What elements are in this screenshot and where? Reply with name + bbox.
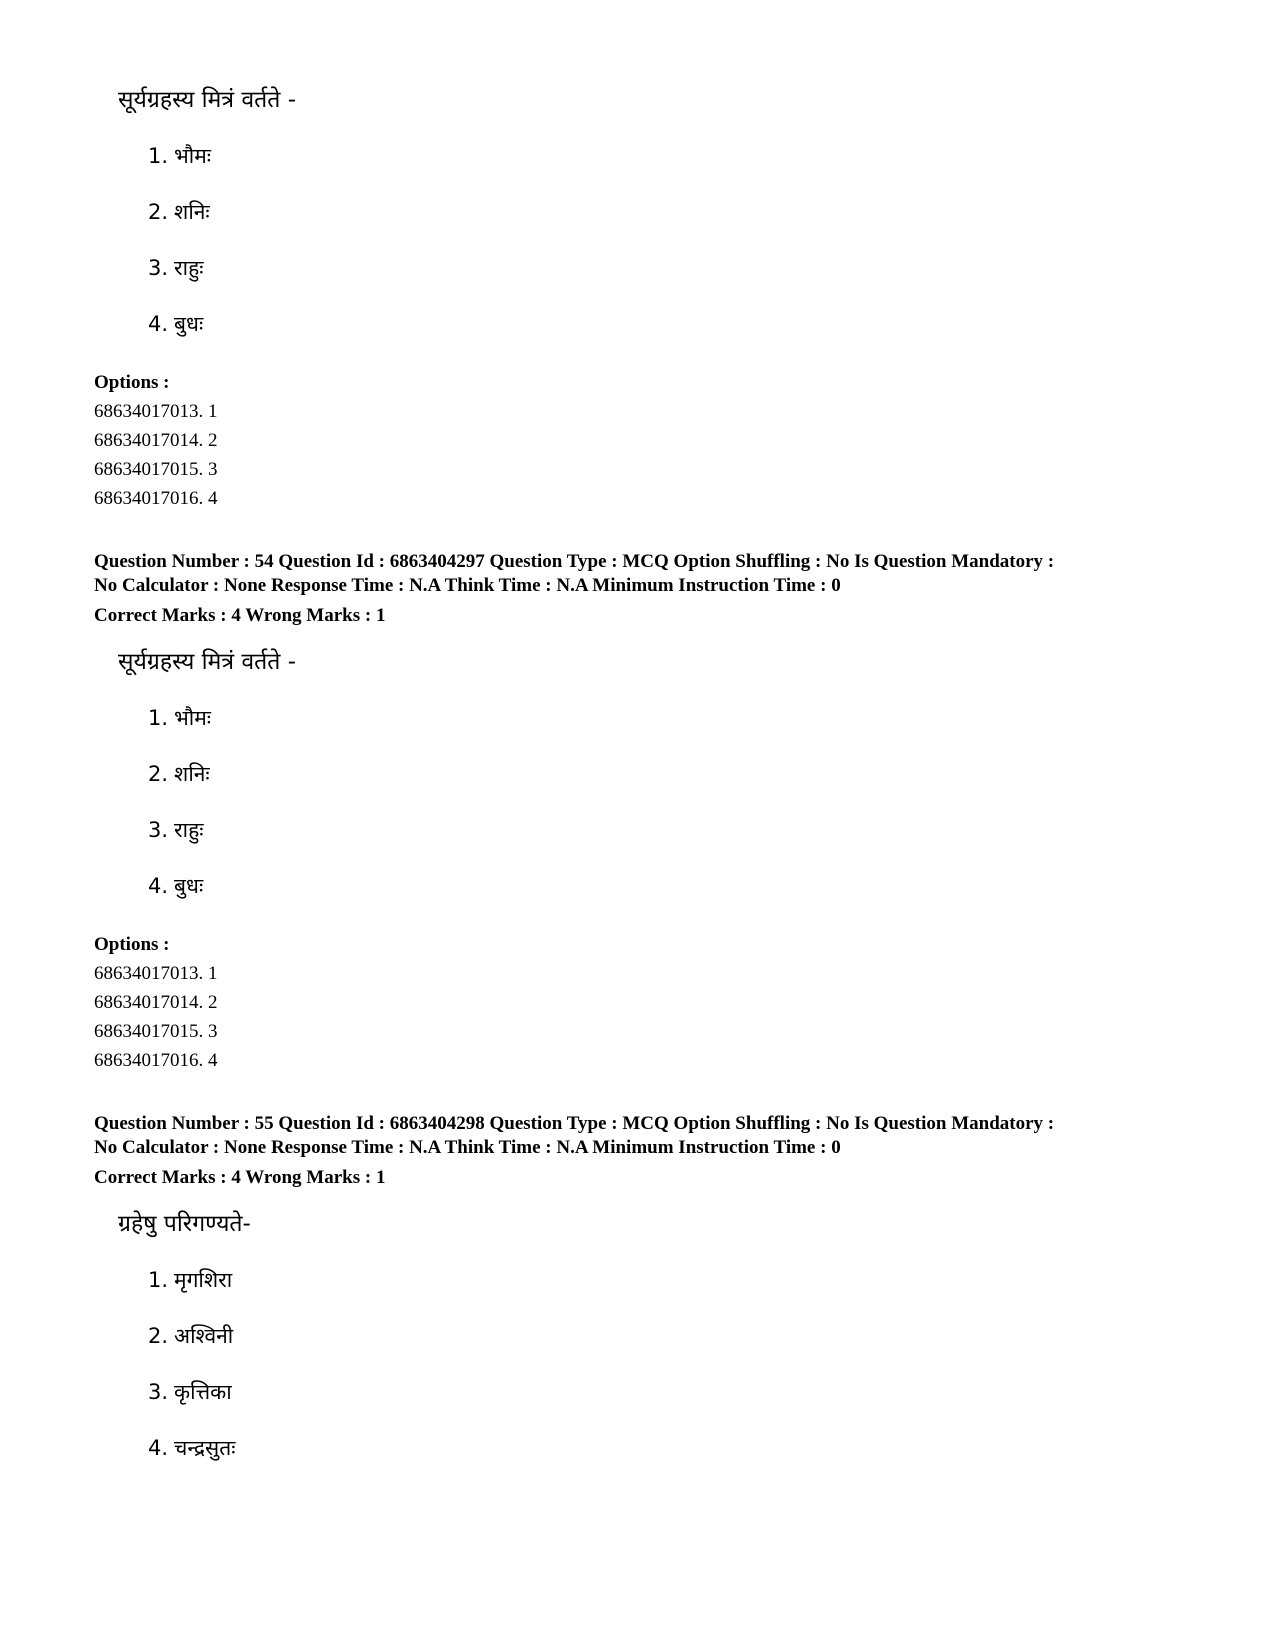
choice-2 (148, 197, 618, 227)
question-55-header (94, 1112, 1214, 1190)
choice-4 (148, 309, 618, 339)
choice-text: राहुः (174, 818, 204, 842)
option-id-3: 68634017015. 3 (94, 1021, 218, 1042)
choice-number: 4. (148, 312, 169, 336)
option-id-1: 68634017013. 1 (94, 963, 218, 984)
choice-number: 3. (148, 1380, 169, 1404)
option-id-4: 68634017016. 4 (94, 488, 218, 509)
choice-3 (148, 815, 618, 845)
choice-number: 4. (148, 874, 169, 898)
choice-number: 4. (148, 1436, 169, 1460)
choice-number: 1. (148, 1268, 169, 1292)
choice-number: 3. (148, 818, 169, 842)
option-id-1: 68634017013. 1 (94, 401, 218, 422)
question-53-content (118, 85, 618, 339)
option-id-3: 68634017015. 3 (94, 459, 218, 480)
option-id-4: 68634017016. 4 (94, 1050, 218, 1071)
choice-2 (148, 1321, 618, 1351)
question-stem: सूर्यग्रहस्य मित्रं वर्तते - (118, 87, 297, 113)
choice-1 (148, 141, 618, 171)
choice-text: चन्द्रसुतः (174, 1436, 236, 1460)
question-stem: सूर्यग्रहस्य मित्रं वर्तते - (118, 649, 297, 675)
options-label: Options : (94, 372, 170, 393)
choice-number: 1. (148, 706, 169, 730)
choice-text: शनिः (174, 200, 210, 224)
options-label: Options : (94, 934, 170, 955)
choice-text: बुधः (174, 312, 204, 336)
choice-4 (148, 1433, 618, 1463)
choice-text: अश्विनी (174, 1324, 234, 1348)
choice-1 (148, 1265, 618, 1295)
choice-text: भौमः (174, 144, 212, 168)
option-id-2: 68634017014. 2 (94, 992, 218, 1013)
question-stem: ग्रहेषु परिगण्यते- (118, 1211, 251, 1237)
choice-2 (148, 759, 618, 789)
question-meta-line-2: No Calculator : None Response Time : N.A Think Time : N.A Minimum Instruction Time : 0 (94, 575, 841, 596)
choice-text: बुधः (174, 874, 204, 898)
choice-text: राहुः (174, 256, 204, 280)
choice-1 (148, 703, 618, 733)
choice-number: 3. (148, 256, 169, 280)
question-55-content (118, 1209, 618, 1463)
choice-text: शनिः (174, 762, 210, 786)
question-marks: Correct Marks : 4 Wrong Marks : 1 (94, 1167, 386, 1188)
question-meta-line-1: Question Number : 54 Question Id : 6863404297 Question Type : MCQ Option Shuffling : No Is Question Mandatory : (94, 551, 1055, 572)
question-meta-line-1: Question Number : 55 Question Id : 6863404298 Question Type : MCQ Option Shuffling : No Is Question Mandatory : (94, 1113, 1055, 1134)
choice-number: 2. (148, 1324, 169, 1348)
choice-3 (148, 253, 618, 283)
question-54-content (118, 647, 618, 901)
choice-number: 2. (148, 200, 169, 224)
question-meta-line-2: No Calculator : None Response Time : N.A Think Time : N.A Minimum Instruction Time : 0 (94, 1137, 841, 1158)
option-id-2: 68634017014. 2 (94, 430, 218, 451)
question-marks: Correct Marks : 4 Wrong Marks : 1 (94, 605, 386, 626)
choice-text: भौमः (174, 706, 212, 730)
choice-4 (148, 871, 618, 901)
choice-text: मृगशिरा (174, 1268, 233, 1292)
choice-number: 1. (148, 144, 169, 168)
choice-number: 2. (148, 762, 169, 786)
question-54-header (94, 550, 1214, 628)
choice-3 (148, 1377, 618, 1407)
choice-text: कृत्तिका (174, 1380, 232, 1404)
question-54-options (94, 930, 1214, 1075)
question-53-options (94, 368, 1214, 513)
